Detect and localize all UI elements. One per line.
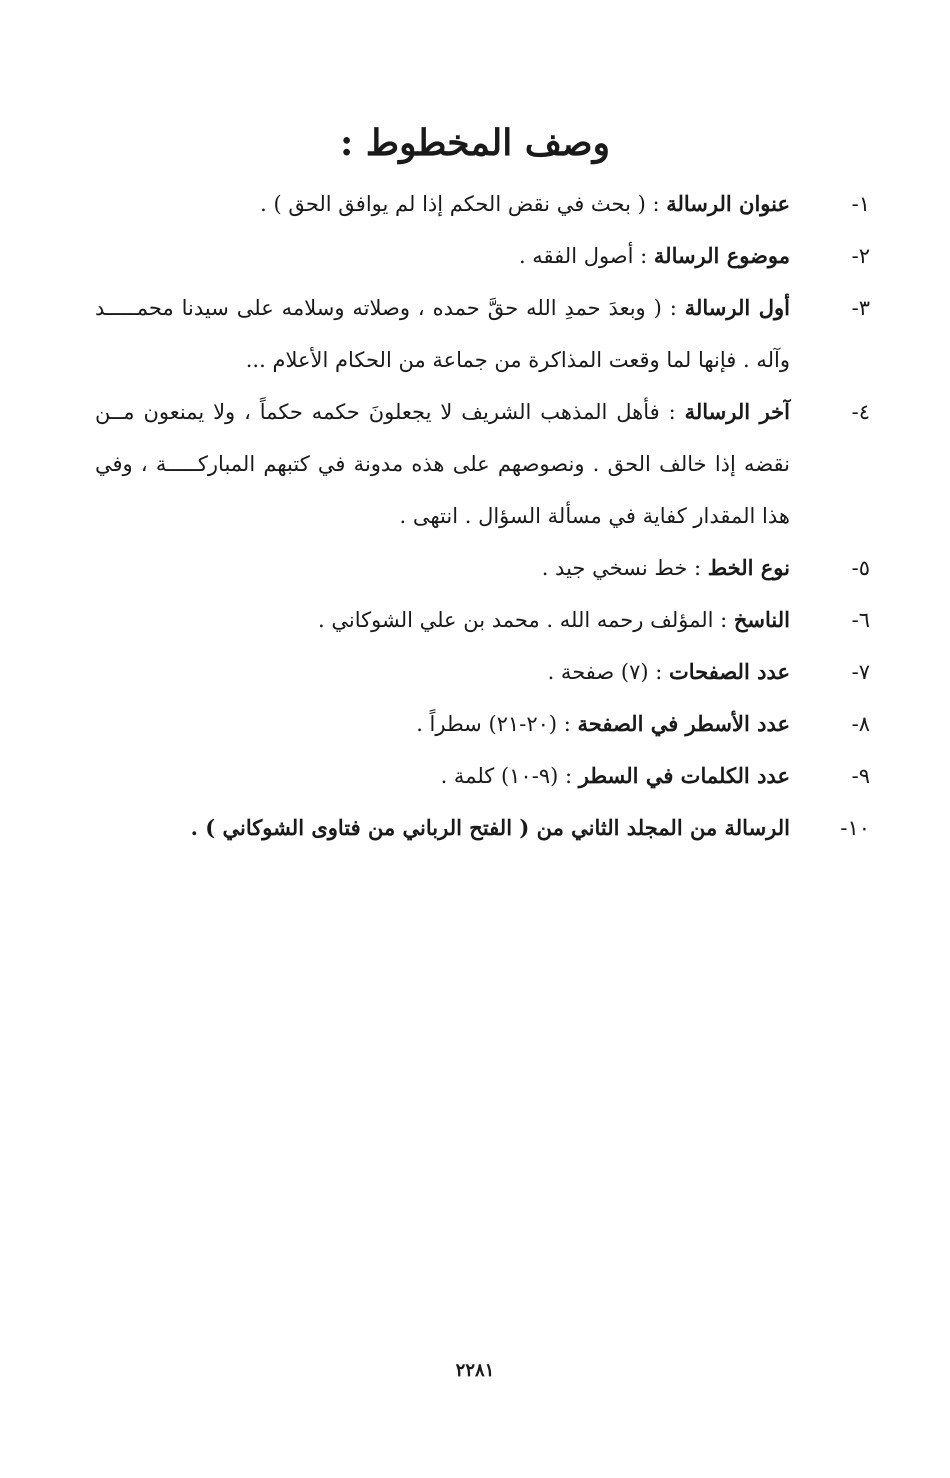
item-text: : (٢٠-٢١) سطراً . (416, 712, 578, 736)
item-label: موضوع الرسالة (653, 243, 790, 268)
item-number: ٤- (851, 400, 870, 424)
item-number: ٥- (851, 556, 870, 580)
list-item (95, 178, 870, 230)
item-label: أول الرسالة (684, 295, 790, 320)
item-number: ٣- (851, 296, 870, 320)
item-text: : ( بحث في نقض الحكم إذا لم يوافق الحق ) . (260, 192, 667, 216)
item-number: ٩- (851, 764, 870, 788)
description-list (95, 178, 870, 854)
item-number: ١٠- (840, 816, 870, 840)
list-item (95, 698, 870, 750)
list-item (95, 542, 870, 594)
item-label: آخر الرسالة (684, 399, 790, 424)
list-item (95, 282, 870, 386)
list-item (95, 386, 870, 542)
item-label: عدد الأسطر في الصفحة (577, 711, 790, 736)
item-text: : أصول الفقه . (518, 244, 654, 268)
item-number: ٢- (851, 244, 870, 268)
page-number: ٢٢٨١ (455, 1360, 495, 1381)
list-item (95, 646, 870, 698)
list-item (95, 230, 870, 282)
item-label: عدد الصفحات (668, 659, 790, 684)
item-label: عدد الكلمات في السطر (578, 763, 790, 788)
item-text: : فأهل المذهب الشريف لا يجعلونَ حكمه حكماً ، ولا يمنعون مــن نقضه إذا خالف الحق . ونصوصهم على هذه مدونة في كتبهم المباركـــــة ، وفي هذا المقدار كفاية في مسألة السؤال . انتهى . (95, 400, 790, 528)
page-title: وصف المخطوط : (339, 122, 611, 164)
item-number: ٧- (851, 660, 870, 684)
item-label: نوع الخط (707, 555, 790, 580)
item-number: ٨- (851, 712, 870, 736)
item-text: : (٩-١٠) كلمة . (440, 764, 579, 788)
item-label: عنوان الرسالة (666, 191, 790, 216)
item-text: الرسالة من المجلد الثاني من ( الفتح الرباني من فتاوى الشوكاني ) . (190, 815, 790, 840)
item-text: : خط نسخي جيد . (541, 556, 708, 580)
list-item (95, 594, 870, 646)
item-label: الناسخ (733, 607, 790, 632)
item-text: : المؤلف رحمه الله . محمد بن علي الشوكاني . (318, 608, 734, 632)
list-item (95, 802, 870, 854)
item-text: : (٧) صفحة . (547, 660, 669, 684)
item-text: : ( وبعدَ حمدِ الله حقَّ حمده ، وصلاته وسلامه على سيدنا محمـــــد وآله . فإنها لما وقعت المذاكرة من جماعة من الحكام الأعلام ... (95, 296, 790, 372)
item-number: ٦- (851, 608, 870, 632)
list-item (95, 750, 870, 802)
item-number: ١- (851, 192, 870, 216)
